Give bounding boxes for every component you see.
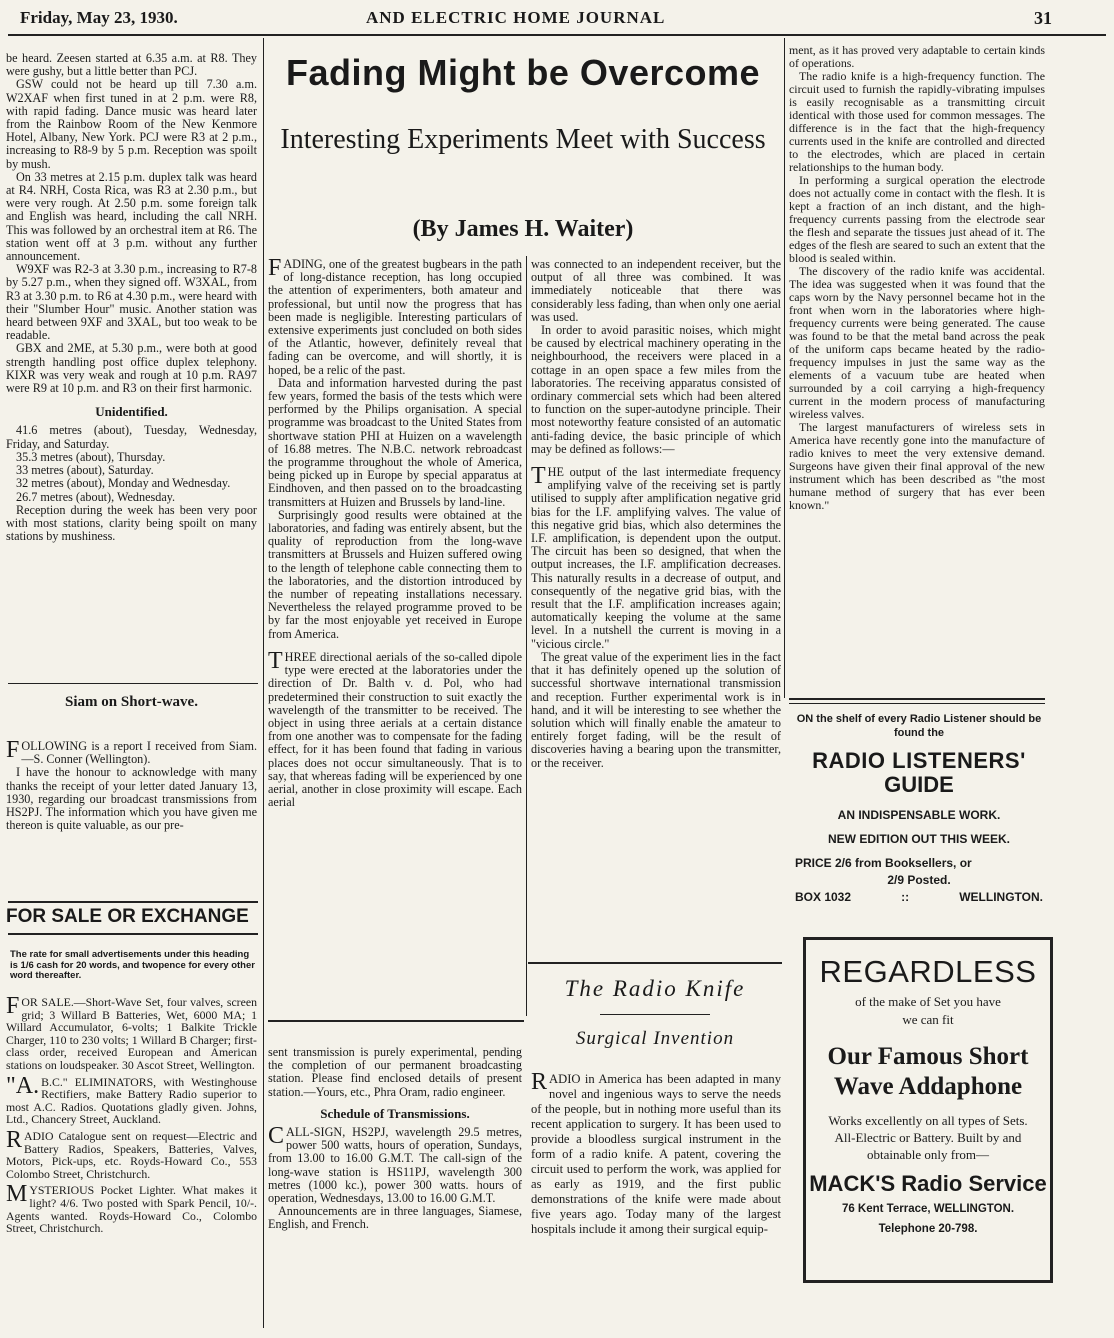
- paragraph: sent transmission is purely experimental, pending the completion of our permanent broadcasting station. Please find enclosed details of present station.—Yours, etc., Phra Oram, radio engineer.: [268, 1045, 522, 1099]
- guide-address: [789, 890, 1049, 904]
- macks-make: of the make of Set you have: [855, 994, 1001, 1009]
- paragraph: was connected to an independent receiver, but the output of all three was combined. It was immediately noticeable that there was considerably less fading, than when only one aerial was used.: [531, 257, 781, 324]
- section-rule: [600, 1014, 710, 1015]
- paragraph: Reception during the week has been very poor with most stations, clarity being spoilt on many stations by mushiness.: [6, 502, 257, 544]
- guide-posted: 2/9 Posted.: [887, 873, 951, 887]
- section-rule: [8, 933, 258, 935]
- paragraph: CALL-SIGN, HS2PJ, wavelength 29.5 metres, power 500 watts, hours of operation, Sundays, from 13.00 to 16.00 G.M.T. The call-sign of the long-wave station is HS11PJ, wavelength 300 metres (1000 kc.), power 300 watts. hours of operation, Wednesdays, 13.00 to 16.00 G.M.T.: [268, 1123, 522, 1206]
- famous-line: Our Famous Short: [827, 1043, 1029, 1070]
- paragraph: THREE directional aerials of the so-called dipole type were erected at the laboratories under the direction of Dr. Balth v. d. Pol, who had predetermined their construction to suit exactly the wavelength of the transmitter to be received. The object in using three aerials at a certain distance from one another was to compensate for the fading effect, for it has been found that fading in various places does not occur simultaneously. That is to say, that whereas fading will be experienced by one aerial, another in close proximity will escape. Each aerial: [268, 647, 522, 810]
- article-column-2: [268, 255, 522, 810]
- section-rule: [528, 962, 782, 964]
- column-1-top: [6, 52, 257, 543]
- paragraph: The largest manufacturers of wireless sets in America have recently gone into the manufacture of radio knives to meet the very extensive demand. Surgeons have given their final approval of the new instrument which has been described as "the most humane method of surgery that has ever been known.": [789, 420, 1045, 512]
- paragraph: In order to avoid parasitic noises, which might be caused by electrical machinery operating in the neighbourhood, the receivers were placed in a cottage in an open space a few miles from the laboratories. The receiving apparatus consisted of ordinary commercial sets which had been altered to function on the super-autodyne principle. Their most noteworthy feature consisted of an automatic anti-fading device, the basic principle of which may be defined as follows:—: [531, 323, 781, 456]
- macks-address: 76 Kent Terrace, WELLINGTON.: [841, 1203, 1015, 1215]
- paragraph: FADING, one of the greatest bugbears in the path of long-distance reception, has long occupied the attention of experimenters, both amateur and professional, but until now the progress that has been made is negligible. Interesting particulars of extensive experiments just concluded on both sides of the Atlantic, however, definitely reveal that fading can be overcome, and will shortly, it is hoped, be a relic of the past.: [268, 255, 522, 377]
- guide-title: RADIO LISTENERS': [812, 748, 1026, 773]
- paragraph: The radio knife is a high-frequency function. The circuit used to furnish the rapidly-vibrating impulses is easily recognisable as a transmitting circuit identical with those used for common messages. The difference is in the fact that the high-frequency currents used in the knife are controlled and directed to the electrodes, which are placed in certain relationships to the human body.: [789, 69, 1045, 174]
- classified-ad: "A.B.C." ELIMINATORS, with Westinghouse Rectifiers, make Battery Radio superior to most A.C. Radios. Quotations gladly given. Johns, Ltd., Chancery Street, Auckland.: [6, 1072, 257, 1127]
- article-title: Fading Might be Overcome: [285, 52, 761, 93]
- macks-fit: we can fit: [902, 1012, 954, 1027]
- header-rule: [8, 34, 1106, 36]
- siam-article: [6, 737, 257, 833]
- paragraph: be heard. Zeesen started at 6.35 a.m. at R8. They were gushy, but a little better than PCJ.: [6, 51, 257, 79]
- paragraph: THE output of the last intermediate frequency amplifying valve of the receiving set is partly utilised to supply after amplification negative grid bias for the I.F. amplifying valves. The value of this negative grid bias, which also determines the I.F. amplification, is dependent upon the output. The circuit has been so designed, that when the output increases, the I.F. amplification decreases. This naturally results in a decrease of output, and consequently of the negative grid bias, with the result that the I.F. amplification increases again; automatically keeping the volume at the same level. In a nutshell the current is moving in a "vicious circle.": [531, 463, 781, 651]
- column-divider: [263, 38, 264, 1328]
- article-subtitle: Interesting Experiments Meet with Success: [280, 124, 766, 155]
- classified-ad: MYSTERIOUS Pocket Lighter. What makes it light? 4/6. Two posted with Spark Pencil, 10/-. Agents wanted. Royds-Howard Co., Colombo Street, Christchurch.: [6, 1181, 257, 1236]
- paragraph: W9XF was R2-3 at 3.30 p.m., increasing to R7-8 by 5.27 p.m., when they signed off. W3XAL, from R3 at 3.30 p.m. to R6 at 4.30 p.m., were heard with their "Slumber Hour" music. Another station was heard between 9XF and 3XAL, but too weak to be readable.: [6, 262, 257, 343]
- classified-ad: RADIO Catalogue sent on request—Electric and Battery Radios, Speakers, Batteries, Valves, Motors, Pick-ups, etc. Royds-Howard Co., 553 Colombo Street, Christchurch.: [6, 1126, 257, 1181]
- issue-date: Friday, May 23, 1930.: [20, 8, 178, 27]
- article-column-3: [531, 258, 781, 770]
- for-sale-heading: FOR SALE OR EXCHANGE: [6, 906, 249, 927]
- rate-notice: The rate for small advertisements under this heading is 1/6 cash for 20 words, and twopence for every other word thereafter.: [10, 949, 255, 981]
- section-rule: [8, 901, 258, 903]
- journal-name: AND ELECTRIC HOME JOURNAL: [366, 8, 666, 27]
- list-item: 41.6 metres (about), Tuesday, Wednesday, Friday, and Saturday.: [6, 423, 257, 451]
- paragraph: GBX and 2ME, at 5.30 p.m., were both at good strength handling post office duplex telephony. KIXR was very weak and rough at 10 p.m. RA97 were R9 at 10 p.m. and R3 on their first harmonic.: [6, 341, 257, 396]
- paragraph: In performing a surgical operation the electrode does not actually come in contact with the flesh. It is kept a fraction of an inch distant, and the high-frequency currents passing from the electrode sear the flesh and separate the tissues just ahead of it. The edges of the flesh are seared to such an extent that the blood is sealed within.: [789, 173, 1045, 265]
- guide-box: BOX 1032: [795, 890, 852, 904]
- knife-title: The Radio Knife: [564, 976, 746, 1001]
- column-divider: [784, 38, 785, 698]
- unidentified-heading: Unidentified.: [95, 404, 168, 420]
- famous-line: Wave Addaphone: [833, 1073, 1023, 1100]
- paragraph: GSW could not be heard up till 7.30 a.m. W2XAF when first tuned in at 2 p.m. were R8, with rapid fading. Dance music was heard later from the Rainbow Room of the New Kenmore Hotel, Albany, New York. PCJ were R3 at 2 p.m., increasing to R8-9 by 5 p.m. Reception was spoilt by mush.: [6, 77, 257, 171]
- knife-subtitle: Surgical Invention: [575, 1028, 735, 1049]
- paragraph: I have the honour to acknowledge with many thanks the receipt of your letter dated January 13, 1930, regarding our broadcast transmissions from HS2PJ. The information which you have given me thereon is quite valuable, as our pre-: [6, 765, 257, 833]
- guide-sep: ::: [901, 890, 910, 904]
- guide-line: NEW EDITION OUT THIS WEEK.: [828, 832, 1010, 846]
- schedule-heading: Schedule of Transmissions.: [320, 1105, 470, 1121]
- guide-price: PRICE 2/6 from Booksellers, or: [795, 856, 972, 870]
- paragraph: The discovery of the radio knife was accidental. The idea was suggested when it was found that the caps worn by the Navy personnel became hot in the front when worn in the laboratories where high-frequency currents were being generated. The cause was found to be that the metal band across the peak of the uniform caps became heated by the radio-frequency impulses in just the same way as the elements of a vacuum tube are heated when surrounded by a coil carrying a high-frequency current in the modern process of manufacturing wireless valves.: [789, 264, 1045, 421]
- page-number: 31: [1034, 8, 1052, 28]
- guide-advert: [789, 712, 1049, 904]
- guide-title: GUIDE: [884, 772, 954, 797]
- classified-ads: [6, 993, 257, 1236]
- paragraph: FOLLOWING is a report I received from Siam.—S. Conner (Wellington).: [6, 737, 257, 767]
- list-item: 33 metres (about), Saturday.: [16, 463, 154, 478]
- paragraph: Data and information harvested during the past few years, formed the basis of the tests which were performed by the Philips organisation. A special programme was broadcast to the United States from shortwave station PHI at Huizen on a wavelength of 16.88 metres. The N.B.C. network rebroadcast the programme throughout the whole of America, being picked up in Europe by special apparatus at Eindhoven, and then passed on to the broadcasting transmitters at Huizen and Brussels by land-line.: [268, 375, 522, 509]
- paragraph: Announcements are in three languages, Siamese, English, and French.: [268, 1204, 522, 1232]
- paragraph: RADIO in America has been adapted in many novel and ingenious ways to serve the needs of the people, but in nothing more useful than its recent application to surgery. It has been used to provide a bloodless surgical instrument in the form of a radio knife. A patent, covering the circuit used to perform the work, was applied for as early as 1919, and the first public demonstrations of the knife were made about five years ago. Today many of the largest hospitals include it among their surgical equip-: [531, 1069, 781, 1236]
- classified-ad: FOR SALE.—Short-Wave Set, four valves, screen grid; 3 Willard B Batteries, Wet, 6000 MA; 1 Willard Accumulator, 6-volts; 1 Balkite Trickle Charger, 110 to 230 volts; 1 Willard B Charger; first-class order, received European and American stations on loudspeaker. 30 Ascot Street, Wellington.: [6, 993, 257, 1072]
- paragraph: ment, as it has proved very adaptable to certain kinds of operations.: [789, 43, 1045, 70]
- siam-continued: [268, 1046, 522, 1232]
- guide-intro: ON the shelf of every Radio Listener should be found the: [796, 713, 1042, 739]
- list-item: 32 metres (about), Monday and Wednesday.: [16, 476, 231, 491]
- macks-name: MACK'S Radio Service: [809, 1171, 1047, 1196]
- macks-advert: [803, 937, 1053, 1283]
- list-item: 26.7 metres (about), Wednesday.: [16, 489, 176, 504]
- knife-column-3: [531, 1069, 781, 1237]
- siam-heading: Siam on Short-wave.: [65, 694, 198, 710]
- paragraph: On 33 metres at 2.15 p.m. duplex talk was heard at R4. NRH, Costa Rica, was R3 at 2.30 p.m., but were very rough. At 2.50 p.m. some foreign talk and English was heard, including the call NRH. This was followed by an orchestral item at R6. The station went off at 3 p.m. without any further announcement.: [6, 169, 257, 264]
- list-item: 35.3 metres (about), Thursday.: [16, 449, 166, 464]
- regardless-heading: REGARDLESS: [819, 954, 1037, 989]
- section-rule: [268, 1020, 524, 1022]
- macks-phone: Telephone 20-798.: [878, 1223, 978, 1235]
- guide-line: AN INDISPENSABLE WORK.: [837, 808, 1001, 822]
- knife-column-4: [789, 44, 1045, 512]
- macks-works: Works excellently on all types of Sets. All-Electric or Battery. Built by and obtainable only from—: [828, 1113, 1028, 1162]
- paragraph: Surprisingly good results were obtained at the laboratories, and fading was entirely absent, but the quality of reproduction from the long-wave transmitters at Brussels and Huizen suffered owing to the length of telephone cable connecting them to the laboratories, and the distortion introduced by the number of repeating installations necessary. Nevertheless the relayed programme proved to be by far the most enjoyable yet received in Europe from America.: [268, 507, 522, 641]
- column-divider: [526, 256, 527, 1016]
- article-byline: (By James H. Waiter): [412, 216, 634, 242]
- section-rule: [789, 698, 1045, 700]
- section-rule: [789, 703, 1045, 704]
- section-rule: [8, 683, 258, 684]
- guide-city: WELLINGTON.: [959, 890, 1043, 904]
- paragraph: The great value of the experiment lies in the fact that it has definitely opened up the solution of successful shortwave international transmission and reception. Further experimental work is in hand, and it will be interesting to see whether the solution which will finally enable the amateur to entirely forget fading, will be the result of discoveries having a bearing upon the transmitter, or the receiver.: [531, 649, 781, 770]
